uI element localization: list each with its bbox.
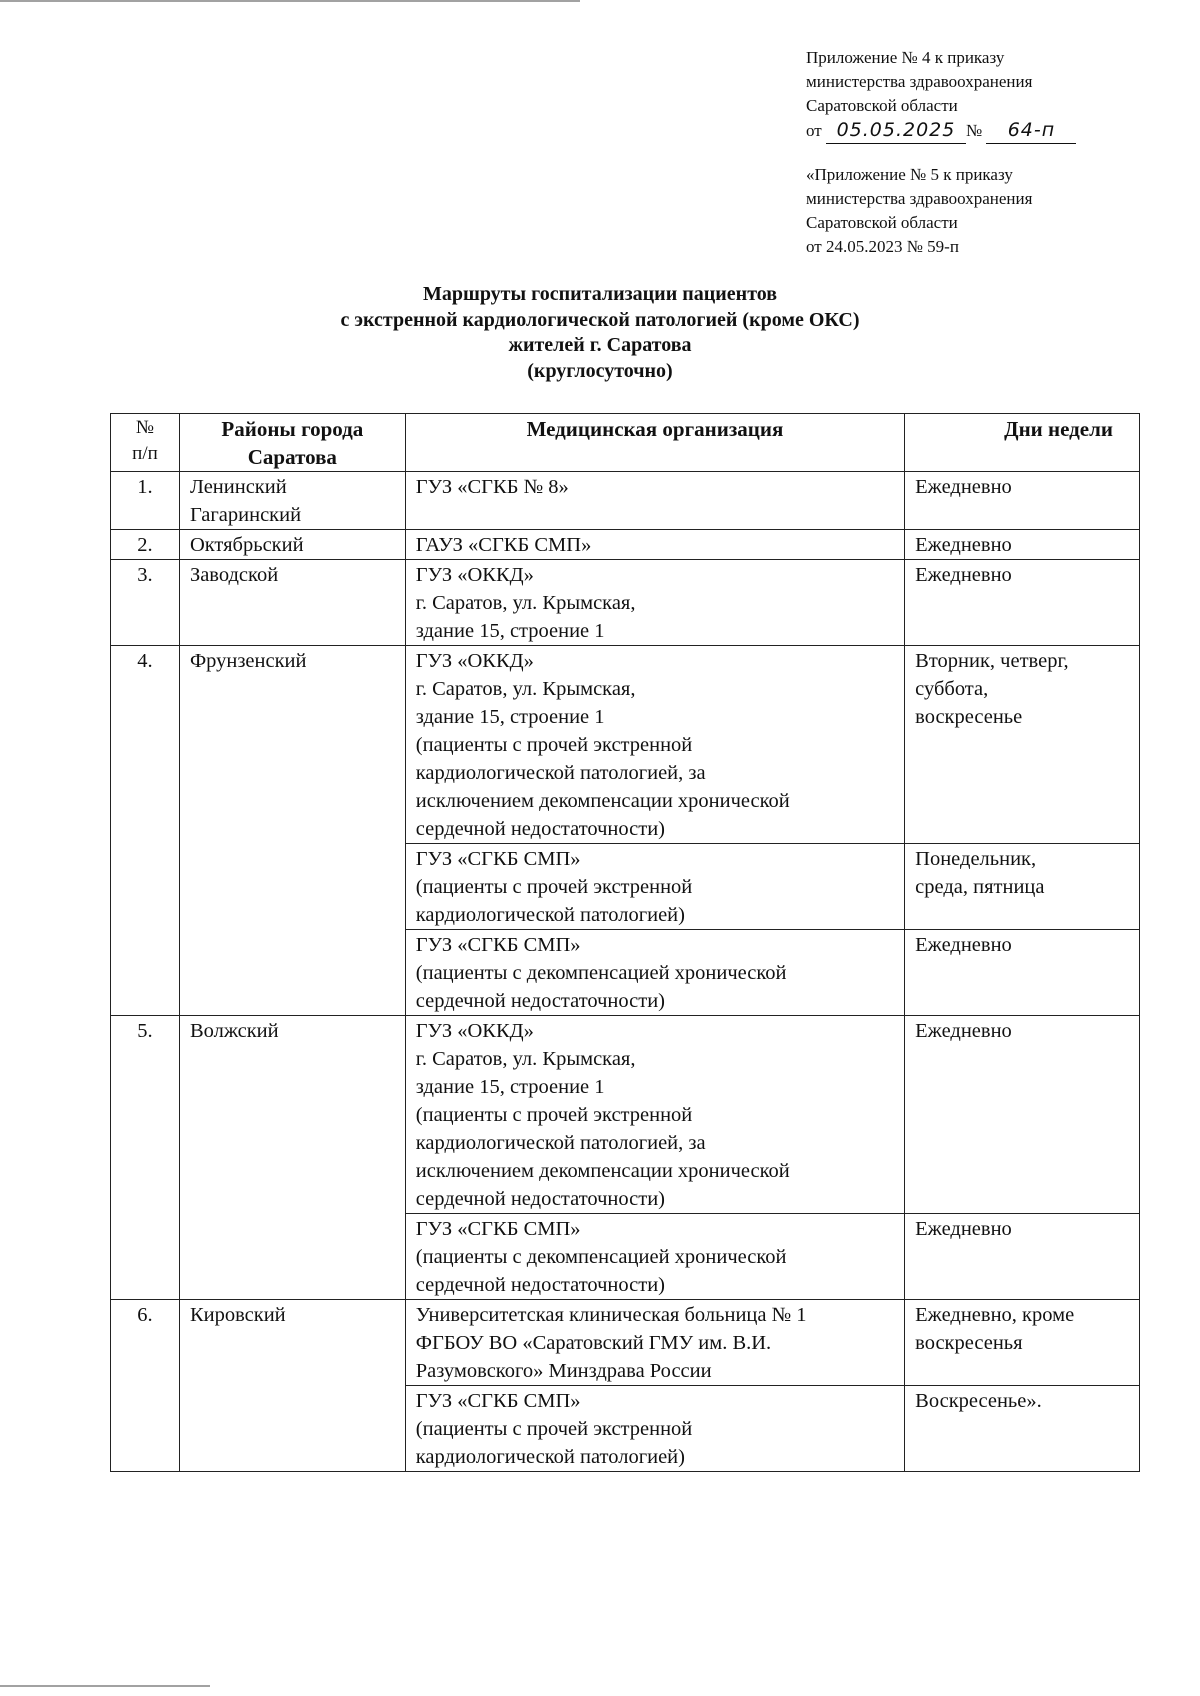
days-cell <box>905 560 1140 646</box>
district-name: Ленинский <box>189 476 287 498</box>
row-number: 1. <box>111 472 180 530</box>
title-line: (круглосуточно) <box>527 359 673 382</box>
organization-line: здание 15, строение 1 <box>415 620 605 642</box>
organization-cell <box>405 472 904 530</box>
prev-header-line: от 24.05.2023 № 59-п <box>806 237 959 256</box>
row-number: 6. <box>111 1300 180 1472</box>
district-cell <box>179 1016 405 1300</box>
organization-line: исключением декомпенсации хронической <box>415 790 790 812</box>
organization-line: Университетская клиническая больница № 1 <box>415 1304 807 1326</box>
organization-line: (пациенты с прочей экстренной <box>415 1418 693 1440</box>
days-cell <box>905 1214 1140 1300</box>
organization-line: кардиологической патологией, за <box>415 762 706 784</box>
number-field <box>986 118 1076 144</box>
scan-edge-line <box>0 0 580 2</box>
days-line: Вторник, четверг, <box>915 650 1069 672</box>
table-row <box>111 560 1140 646</box>
organization-line: кардиологической патологией, за <box>415 1132 706 1154</box>
organization-cell <box>405 1016 904 1214</box>
organization-line: (пациенты с прочей экстренной <box>415 876 693 898</box>
days-line: Ежедневно <box>915 1218 1012 1240</box>
header-num: № п/п <box>111 414 180 472</box>
days-line: Ежедневно <box>915 564 1012 586</box>
header-district: Районы города Саратова <box>179 414 405 472</box>
organization-line: ГУЗ «СГКБ СМП» <box>415 1390 581 1412</box>
organization-line: ГУЗ «ОККД» <box>415 650 534 672</box>
district-cell <box>179 530 405 560</box>
days-line: Ежедневно, кроме <box>915 1304 1075 1326</box>
organization-cell <box>405 1386 904 1472</box>
days-cell <box>905 1386 1140 1472</box>
days-cell <box>905 472 1140 530</box>
title-line: жителей г. Саратова <box>508 334 692 356</box>
district-name: Кировский <box>189 1304 286 1326</box>
days-cell <box>905 1016 1140 1214</box>
header-line: Приложение № 4 к приказу <box>806 48 1005 67</box>
district-cell <box>179 472 405 530</box>
table-row <box>111 1016 1140 1214</box>
row-number: 3. <box>111 560 180 646</box>
organization-line: кардиологической патологией) <box>415 904 685 926</box>
organization-line: ГУЗ «ОККД» <box>415 1020 534 1042</box>
date-field <box>826 118 966 144</box>
organization-cell <box>405 1300 904 1386</box>
organization-cell <box>405 930 904 1016</box>
routes-table-body <box>111 472 1140 1472</box>
row-number: 5. <box>111 1016 180 1300</box>
row-number: 2. <box>111 530 180 560</box>
days-cell <box>905 530 1140 560</box>
order-attachment-header <box>806 46 1186 144</box>
from-label: от <box>806 121 822 140</box>
title-line: с экстренной кардиологической патологией (кроме ОКС) <box>340 308 860 331</box>
days-line: Ежедневно <box>915 476 1012 498</box>
header-organization: Медицинская организация <box>405 414 904 472</box>
organization-line: здание 15, строение 1 <box>415 706 605 728</box>
header-line: министерства здравоохранения <box>806 72 1033 91</box>
district-cell <box>179 560 405 646</box>
organization-line: ГУЗ «ОККД» <box>415 564 534 586</box>
district-name: Заводской <box>189 564 279 586</box>
organization-cell <box>405 1214 904 1300</box>
organization-line: здание 15, строение 1 <box>415 1076 605 1098</box>
scan-edge-line <box>0 1685 210 1687</box>
district-name: Октябрьский <box>189 534 304 556</box>
table-row <box>111 646 1140 844</box>
document-title <box>0 282 1200 384</box>
days-line: воскресенья <box>915 1332 1023 1354</box>
previous-order-header <box>806 163 1186 259</box>
days-line: среда, пятница <box>915 876 1045 898</box>
row-number: 4. <box>111 646 180 1016</box>
number-label: № <box>965 121 983 140</box>
district-name: Фрунзенский <box>189 650 307 672</box>
organization-line: ГУЗ «СГКБ № 8» <box>415 476 569 498</box>
organization-line: сердечной недостаточности) <box>415 1274 666 1296</box>
organization-line: г. Саратов, ул. Крымская, <box>415 592 636 614</box>
organization-line: (пациенты с прочей экстренной <box>415 1104 693 1126</box>
organization-line: г. Саратов, ул. Крымская, <box>415 1048 636 1070</box>
table-header-row <box>111 414 1140 472</box>
days-cell <box>905 646 1140 844</box>
organization-cell <box>405 844 904 930</box>
organization-line: (пациенты с декомпенсацией хронической <box>415 962 787 984</box>
prev-header-line: Саратовской области <box>806 213 958 232</box>
days-line: воскресенье <box>915 706 1023 728</box>
days-line: Воскресенье». <box>915 1390 1042 1412</box>
days-line: Ежедневно <box>915 1020 1012 1042</box>
organization-line: сердечной недостаточности) <box>415 990 666 1012</box>
days-cell <box>905 1300 1140 1386</box>
order-date-number-line <box>806 118 1186 144</box>
district-cell <box>179 1300 405 1472</box>
prev-header-line: министерства здравоохранения <box>806 189 1033 208</box>
header-line: Саратовской области <box>806 96 958 115</box>
days-line: Понедельник, <box>915 848 1037 870</box>
title-line: Маршруты госпитализации пациентов <box>422 283 778 305</box>
organization-line: кардиологической патологией) <box>415 1446 685 1468</box>
organization-cell <box>405 646 904 844</box>
organization-cell <box>405 530 904 560</box>
routes-table <box>110 413 1140 1472</box>
organization-line: ГАУЗ «СГКБ СМП» <box>415 534 592 556</box>
organization-line: Разумовского» Минздрава России <box>415 1360 712 1382</box>
organization-line: (пациенты с прочей экстренной <box>415 734 693 756</box>
days-line: Ежедневно <box>915 534 1012 556</box>
table-row <box>111 472 1140 530</box>
days-cell <box>905 844 1140 930</box>
organization-line: сердечной недостаточности) <box>415 818 666 840</box>
organization-line: ГУЗ «СГКБ СМП» <box>415 1218 581 1240</box>
prev-header-line: «Приложение № 5 к приказу <box>806 165 1013 184</box>
days-cell <box>905 930 1140 1016</box>
organization-line: ФГБОУ ВО «Саратовский ГМУ им. В.И. <box>415 1332 772 1354</box>
handwritten-number: 64-п <box>1007 119 1056 141</box>
organization-line: исключением декомпенсации хронической <box>415 1160 790 1182</box>
district-name: Гагаринский <box>189 504 302 526</box>
organization-line: г. Саратов, ул. Крымская, <box>415 678 636 700</box>
table-row <box>111 1300 1140 1386</box>
district-name: Волжский <box>189 1020 279 1042</box>
organization-line: ГУЗ «СГКБ СМП» <box>415 934 581 956</box>
organization-line: ГУЗ «СГКБ СМП» <box>415 848 581 870</box>
days-line: Ежедневно <box>915 934 1012 956</box>
days-line: суббота, <box>915 678 989 700</box>
handwritten-date: 05.05.2025 <box>836 119 956 141</box>
organization-line: (пациенты с декомпенсацией хронической <box>415 1246 787 1268</box>
organization-cell <box>405 560 904 646</box>
table-row <box>111 530 1140 560</box>
organization-line: сердечной недостаточности) <box>415 1188 666 1210</box>
header-days: Дни недели <box>905 414 1140 472</box>
district-cell <box>179 646 405 1016</box>
